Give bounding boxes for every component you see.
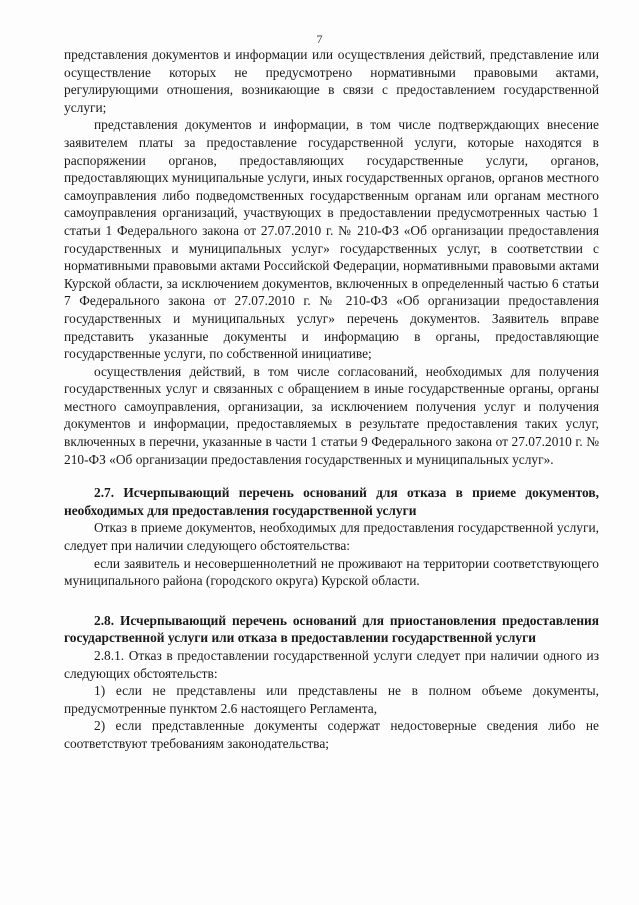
- section-2-7-heading: 2.7. Исчерпывающий перечень оснований для отказа в приеме документов, необходимых для предоставления государственной услуги: [64, 485, 599, 518]
- paragraph-2: представления документов и информации, в том числе подтверждающих внесение заявителем платы за предоставление государственной услуги, которые находятся в распоряжении органов, предоставляющих государственные услуги, органов, предоставляющих муниципальные услуги, иных государственных органов, органов местного самоуправления либо подведомственных государственным органам или органам местного самоуправления организаций, участвующих в предоставлении предусмотренных частью 1 статьи 1 Федерального закона от 27.07.2010 г. № 210-ФЗ «Об организации предоставления государственных и муниципальных услуг» государственных услуг, в соответствии с нормативными правовыми актами Российской Федерации, нормативными правовыми актами Курской области, за исключением документов, включенных в определенный частью 6 статьи 7 Федерального закона от 27.07.2010 г. № 210-ФЗ «Об организации предоставления государственных и муниципальных услуг» перечень документов. Заявитель вправе представить указанные документы и информацию в органы, предоставляющие государственные услуги, по собственной инициативе;: [64, 117, 599, 362]
- section-2-8-paragraph-2: 1) если не представлены или представлены не в полном объеме документы, предусмотренные пунктом 2.6 настоящего Регламента,: [64, 683, 599, 716]
- section-2-8-paragraph-3: 2) если представленные документы содержат недостоверные сведения либо не соответствуют требованиям законодательства;: [64, 718, 599, 751]
- section-2-7-paragraph-1: Отказ в приеме документов, необходимых для предоставления государственной услуги, следует при наличии следующего обстоятельства:: [64, 520, 599, 554]
- section-2-8-heading: 2.8. Исчерпывающий перечень оснований для приостановления предоставления государственной услуги или отказа в предоставлении государственной услуги: [64, 612, 599, 646]
- page-number: 7: [316, 32, 323, 46]
- section-2-7-paragraph-2: если заявитель и несовершеннолетний не проживают на территории соответствующего муниципального района (городского округа) Курской области.: [64, 555, 599, 589]
- page-content: [64, 46, 599, 753]
- paragraph-1: представления документов и информации или осуществления действий, представление или осуществление которых не предусмотрено нормативными правовыми актами, регулирующими отношения, возникающие в связи с предоставлением государственной услуги;: [64, 47, 599, 115]
- section-2-8-paragraph-1: 2.8.1. Отказ в предоставлении государственной услуги следует при наличии одного из следующих обстоятельств:: [64, 648, 599, 681]
- paragraph-3: осуществления действий, в том числе согласований, необходимых для получения государственных услуг и связанных с обращением в иные государственные органы, органы местного самоуправления, организации, за исключением получения услуг и получения документов и информации, предоставляемых в результате предоставления таких услуг, включенных в перечни, указанные в части 1 статьи 9 Федерального закона от 27.07.2010 г. № 210-ФЗ «Об организации предоставления государственных и муниципальных услуг».: [64, 363, 599, 467]
